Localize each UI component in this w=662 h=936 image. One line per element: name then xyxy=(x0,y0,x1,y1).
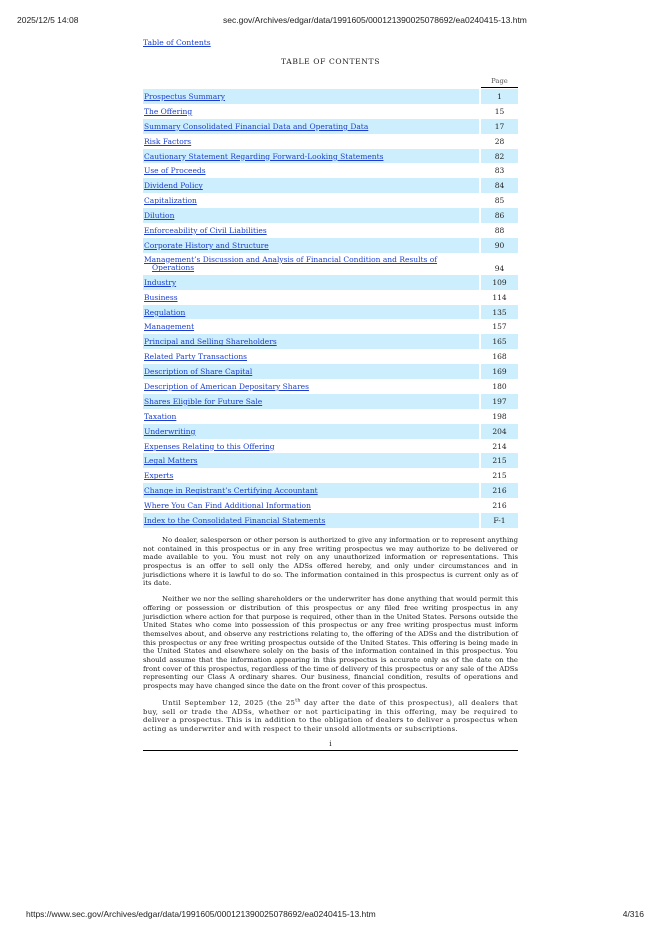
notice-paragraph-dealer: No dealer, salesperson or other person is authorized to give any information or to represent anything not contained in this prospectus or in any free writing prospectus we may authorize to be delivered or made available to you. You must not rely on any unauthorized information or representations. This prospectus is an offer to sell only the ADSs offered hereby, and only under circumstances and in jurisdictions where it is lawful to do so. The information contained in this prospectus is current only as of its date. xyxy=(143,535,518,588)
toc-page-number: 157 xyxy=(480,319,518,334)
table-row xyxy=(143,253,518,275)
table-row xyxy=(143,468,518,483)
toc-page-number: 197 xyxy=(480,394,518,409)
toc-entry-link[interactable]: Use of Proceeds xyxy=(144,166,206,176)
table-row xyxy=(143,275,518,290)
table-of-contents-link[interactable]: Table of Contents xyxy=(143,38,211,47)
toc-entry-link[interactable]: Prospectus Summary xyxy=(144,91,225,101)
toc-entry-link[interactable]: Industry xyxy=(144,277,177,287)
toc-entry-link[interactable]: Expenses Relating to this Offering xyxy=(144,441,275,451)
toc-entry-link[interactable]: Where You Can Find Additional Information xyxy=(144,501,311,511)
toc-page-number: 216 xyxy=(480,483,518,498)
table-row xyxy=(143,163,518,178)
toc-page-number: 135 xyxy=(480,305,518,320)
toc-table xyxy=(143,89,518,528)
table-row xyxy=(143,193,518,208)
toc-entry-link[interactable]: Shares Eligible for Future Sale xyxy=(144,396,263,406)
table-row xyxy=(143,334,518,349)
print-header xyxy=(0,15,662,27)
table-row xyxy=(143,208,518,223)
toc-page-number: 114 xyxy=(480,290,518,305)
toc-page-number: 214 xyxy=(480,439,518,454)
notice-paragraph-jurisdiction: Neither we nor the selling shareholders or the underwriter has done anything that would permit this offering or possession or distribution of this prospectus or any filed free writing prospectus in any jurisdiction where action for that purpose is required, other than in the United States. Persons outside the United States who come into possession of this prospectus or any free writing prospectus must inform themselves about, and observe any restrictions relating to, the offering of the ADSs and the distribution of this prospectus or any free writing prospectus outside of the United States. This offering is being made in the United States and elsewhere solely on the basis of the information contained in this prospectus. You should assume that the information appearing in this prospectus is accurate only as of the date on the front cover of this prospectus, regardless of the time of delivery of this prospectus or any sale of the ADSs representing our Class A ordinary shares. Our business, financial condition, results of operations and prospects may have changed since the date on the front cover of this prospectus. xyxy=(143,595,518,691)
table-row xyxy=(143,238,518,253)
toc-entry-link[interactable]: Management xyxy=(144,322,195,332)
table-row xyxy=(143,319,518,334)
table-row xyxy=(143,439,518,454)
ordinal-suffix: th xyxy=(295,698,301,704)
toc-entry-link[interactable]: Principal and Selling Shareholders xyxy=(144,337,277,347)
toc-page-number: 90 xyxy=(480,238,518,253)
toc-entry-link[interactable]: Dividend Policy xyxy=(144,181,203,191)
toc-entry-line: Operations xyxy=(152,263,195,273)
table-row xyxy=(143,453,518,468)
table-row xyxy=(143,409,518,424)
toc-entry-link[interactable]: Legal Matters xyxy=(144,456,198,466)
toc-entry-link[interactable] xyxy=(144,255,479,273)
toc-entry-link[interactable]: Taxation xyxy=(144,411,177,421)
toc-entry-link[interactable]: Description of American Depositary Shares xyxy=(144,381,309,391)
print-datetime: 2025/12/5 14:08 xyxy=(17,15,79,25)
print-footer xyxy=(0,909,662,921)
toc-entry-link[interactable]: Summary Consolidated Financial Data and Operating Data xyxy=(144,121,369,131)
toc-page-number: 198 xyxy=(480,409,518,424)
page-bottom-rule xyxy=(143,750,518,751)
toc-page-number: 85 xyxy=(480,193,518,208)
toc-entry-link[interactable]: Related Party Transactions xyxy=(144,352,248,362)
toc-page-number: 169 xyxy=(480,364,518,379)
toc-page-number: 1 xyxy=(480,89,518,104)
toc-entry-link[interactable]: Business xyxy=(144,292,178,302)
toc-entry-link[interactable]: Dilution xyxy=(144,211,175,221)
toc-page-number: 15 xyxy=(480,104,518,119)
table-row xyxy=(143,149,518,164)
table-row xyxy=(143,424,518,439)
print-footer-url: https://www.sec.gov/Archives/edgar/data/1991605/000121390025078692/ea0240415-13.htm xyxy=(26,909,376,919)
page-column-label: Page xyxy=(491,77,508,85)
toc-page-number: 215 xyxy=(480,453,518,468)
toc-entry-link[interactable]: Experts xyxy=(144,471,174,481)
table-row xyxy=(143,394,518,409)
table-row xyxy=(143,119,518,134)
toc-page-number: 94 xyxy=(480,253,518,275)
toc-entry-link[interactable]: Capitalization xyxy=(144,196,197,206)
toc-entry-line: Management’s Discussion and Analysis of Financial Condition and Results of xyxy=(144,254,438,264)
notice-paragraph-delivery xyxy=(143,699,518,734)
toc-page-number: 215 xyxy=(480,468,518,483)
table-row xyxy=(143,178,518,193)
table-row xyxy=(143,223,518,238)
table-row xyxy=(143,379,518,394)
page-header-rule xyxy=(481,87,518,88)
toc-page-number: 165 xyxy=(480,334,518,349)
table-row xyxy=(143,513,518,528)
toc-entry-link[interactable]: The Offering xyxy=(144,106,193,116)
table-row xyxy=(143,290,518,305)
toc-entry-link[interactable]: Change in Registrant’s Certifying Accountant xyxy=(144,486,318,496)
toc-page-number: 109 xyxy=(480,275,518,290)
toc-entry-link[interactable]: Enforceability of Civil Liabilities xyxy=(144,225,267,235)
toc-page-number: 216 xyxy=(480,498,518,513)
page-column-header xyxy=(143,74,518,88)
toc-page-number: 17 xyxy=(480,119,518,134)
table-row xyxy=(143,364,518,379)
toc-entry-link[interactable]: Corporate History and Structure xyxy=(144,240,269,250)
table-row xyxy=(143,305,518,320)
table-row xyxy=(143,498,518,513)
table-row xyxy=(143,89,518,104)
toc-entry-link[interactable]: Cautionary Statement Regarding Forward-Looking Statements xyxy=(144,151,384,161)
toc-entry-link[interactable]: Risk Factors xyxy=(144,136,192,146)
toc-page-number: 84 xyxy=(480,178,518,193)
toc-page-number: 83 xyxy=(480,163,518,178)
toc-page-number: 168 xyxy=(480,349,518,364)
delivery-text-end: day after the date of this prospectus), all dealers that buy, sell or trade the ADSs, whether or not participating in this offering, may be required to deliver a prospectus. This is in addition to the obligation of dealers to deliver a prospectus when acting as underwriter and with respect to their unsold allotments or subscriptions. xyxy=(143,698,518,733)
toc-entry-link[interactable]: Index to the Consolidated Financial Statements xyxy=(144,515,326,525)
toc-page-number: 86 xyxy=(480,208,518,223)
toc-page-number: 28 xyxy=(480,134,518,149)
toc-page-number: 180 xyxy=(480,379,518,394)
toc-page-number: 82 xyxy=(480,149,518,164)
print-page-counter: 4/316 xyxy=(622,909,644,919)
table-row xyxy=(143,349,518,364)
toc-page-number: 204 xyxy=(480,424,518,439)
table-row xyxy=(143,483,518,498)
toc-page-number: F-1 xyxy=(480,513,518,528)
toc-entry-link[interactable]: Regulation xyxy=(144,307,186,317)
table-row xyxy=(143,104,518,119)
page-number: i xyxy=(329,738,332,748)
toc-title: TABLE OF CONTENTS xyxy=(280,57,381,66)
document-page xyxy=(143,37,518,751)
delivery-text-start: Until September 12, 2025 (the 25 xyxy=(162,698,296,707)
toc-entry-link[interactable]: Description of Share Capital xyxy=(144,367,253,377)
toc-entry-link[interactable]: Underwriting xyxy=(144,426,196,436)
table-row xyxy=(143,134,518,149)
toc-page-number: 88 xyxy=(480,223,518,238)
print-header-url: sec.gov/Archives/edgar/data/1991605/000121390025078692/ea0240415-13.htm xyxy=(223,15,527,25)
